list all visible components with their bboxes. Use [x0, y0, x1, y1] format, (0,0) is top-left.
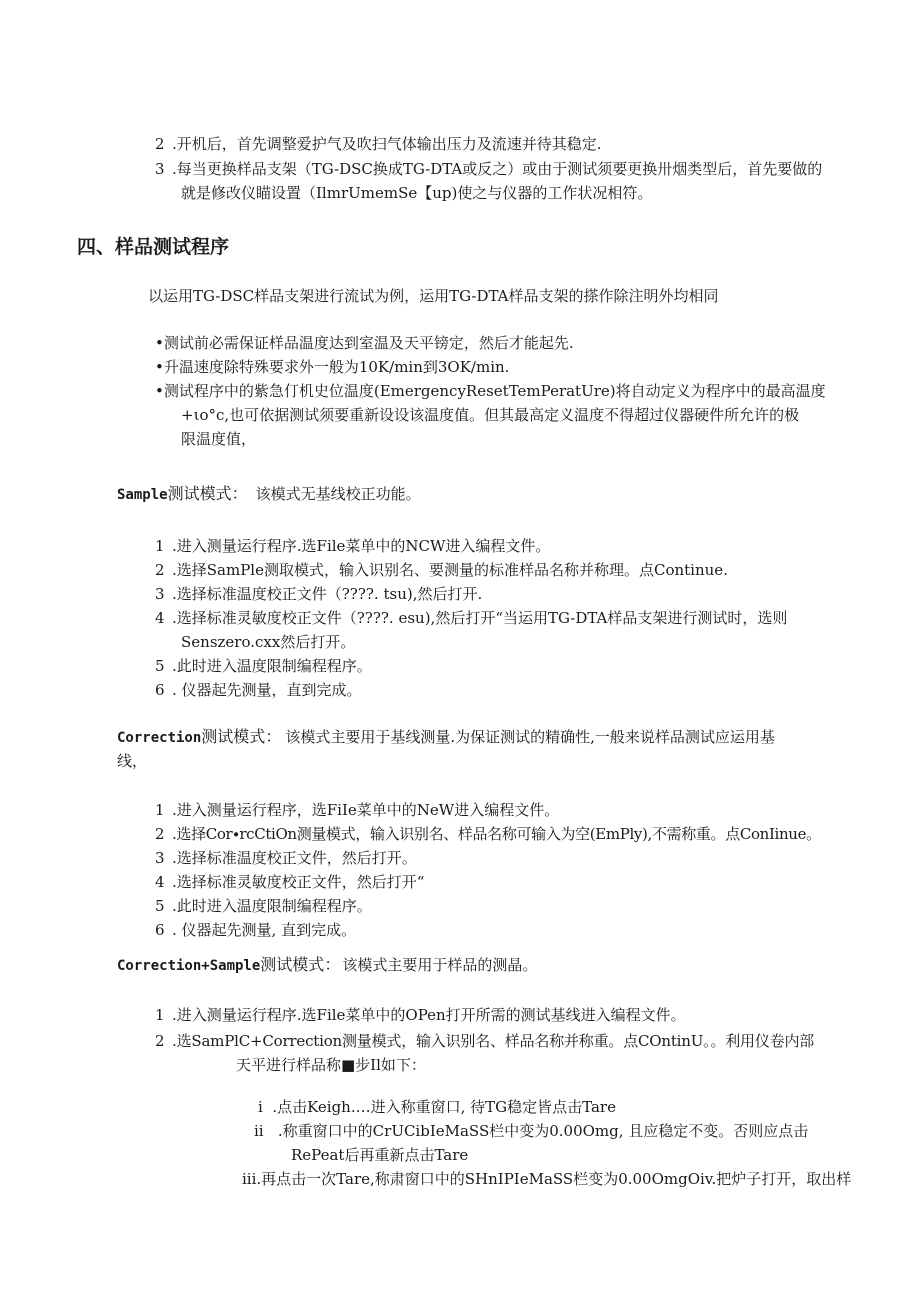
substep-continuation: RePeat后再重新点击Tare	[291, 1146, 469, 1164]
mode-heading-correction	[117, 726, 775, 749]
section-intro: 以运用TG-DSC样品支架进行流试为例，运用TG-DTA样品支架的搽作除注明外均相同	[148, 287, 719, 305]
substep-text: iii.再点击一次Tare,称肃窗口中的SHnIPIeMaSS栏变为0.00OmgOiv.把炉子打开，取出样	[242, 1170, 852, 1188]
step-number: 1	[155, 1006, 165, 1024]
step-number: 2	[155, 1032, 165, 1050]
mode-heading-sample	[117, 483, 421, 506]
step-number: 5	[155, 897, 165, 915]
step-text: .选择SamPle测取模式，输入识别名、要测量的标准样品名称并称理。点Continue.	[172, 561, 728, 579]
list-item-continuation: 就是修改仪瞄设置（IlmrUmemSe【up)使之与仪器的工作状况相符。	[181, 184, 653, 202]
list-number: 3	[155, 160, 165, 178]
step-text: .选SamPlC+Correction测量模式，输入识别名、样品名称并称重。点COntinU。。利用仪卷内部	[172, 1032, 815, 1050]
mode-description: 该模式无基线校正功能。	[255, 485, 421, 503]
step-number: 1	[155, 537, 165, 555]
mode-description-continuation: 线，	[117, 752, 148, 770]
mode-title: 测试模式	[167, 484, 232, 503]
step-number: 6	[155, 921, 165, 939]
step-number: 2	[155, 825, 165, 843]
step-text: .选择Cor∙rcCtiOn测量模式，输入识别名、样品名称可输入为空(EmPly),不需称重。点ConIinue。	[172, 825, 821, 843]
step-number: 5	[155, 657, 165, 675]
step-text: .选择标准灵敏度校正文件，然后打开“	[172, 873, 425, 891]
bullet-continuation: 限温度值，	[181, 430, 257, 448]
step-number: 4	[155, 873, 165, 891]
step-number: 1	[155, 801, 165, 819]
bullet-item: •测试前必需保证样品温度达到室温及天平镑定，然后才能起先.	[155, 334, 574, 352]
step-text: .进入测量运行程序.选File菜单中的NCW进入编程文件。	[172, 537, 551, 555]
step-text: .选择标准温度校正文件，然后打开。	[172, 849, 417, 867]
step-text: .进入测量运行程序.选File菜单中的OPen打开所需的测试基线进入编程文件。	[172, 1006, 686, 1024]
mode-colon: ：	[324, 955, 341, 974]
step-text: . 仪器起先测量，直到完成。	[172, 681, 362, 699]
step-continuation: 天平进行样品称■步Il如下：	[236, 1056, 426, 1074]
step-text: . 仪器起先测量, 直到完成。	[172, 921, 357, 939]
section-heading: 四、样品测试程序	[77, 236, 230, 258]
mode-code: Sample	[117, 487, 168, 503]
step-text: .此时进入温度限制编程程序。	[172, 657, 372, 675]
mode-code: Correction+Sample	[117, 958, 261, 974]
mode-colon: ：	[265, 727, 282, 746]
mode-description: 该模式主要用于样品的测晶。	[342, 956, 538, 974]
bullet-item: •测试程序中的紫急仃机史位温度(EmergencyResetTemPeratUre)将自动定义为程序中的最高温度	[155, 382, 826, 400]
step-number: 4	[155, 609, 165, 627]
list-item-text: .开机后，首先调整爱护气及吹扫气体输出压力及流速并待其稳定.	[172, 135, 602, 153]
step-text: .选择标准温度校正文件（????. tsu),然后打开.	[172, 585, 483, 603]
step-number: 2	[155, 561, 165, 579]
substep-text: ii .称重窗口中的CrUCibIeMaSS栏中变为0.00Omg, 且应稳定不变。否则应点击	[254, 1122, 809, 1140]
step-number: 6	[155, 681, 165, 699]
mode-description: 该模式主要用于基线测量.为保证测试的精确性,一般来说样品测试应运用基	[285, 728, 775, 746]
step-text: .进入测量运行程序，选FiIe菜单中的NeW进入编程文件。	[172, 801, 560, 819]
list-number: 2	[155, 135, 165, 153]
mode-heading-correction-sample	[117, 954, 537, 977]
mode-code: Correction	[117, 730, 202, 746]
list-item-text: .每当更换样品支架（TG-DSC换成TG-DTA或反之）或由于测试须要更换卅烟类型后，首先要做的	[172, 160, 823, 178]
step-number: 3	[155, 585, 165, 603]
step-continuation: Senszero.cxx然后打开。	[181, 633, 356, 651]
mode-title: 测试模式	[260, 955, 325, 974]
substep-text: i .点击Keigh.…进入称重窗口, 待TG稳定皆点击Tare	[258, 1098, 616, 1116]
bullet-item: •升温速度除特殊要求外一般为10K∕min到3OK∕min.	[155, 358, 510, 376]
step-text: .此时进入温度限制编程程序。	[172, 897, 372, 915]
bullet-continuation: +ιo°c,也可依据测试须要重新设设该温度值。但其最高定义温度不得超过仪器硬件所允许的极	[181, 406, 800, 424]
step-number: 3	[155, 849, 165, 867]
step-text: .选择标准灵敏度校正文件（????. esu),然后打开“当运用TG-DTA样品支架进行测试时，选则	[172, 609, 788, 627]
mode-title: 测试模式	[201, 727, 266, 746]
mode-colon: ：	[231, 484, 248, 503]
